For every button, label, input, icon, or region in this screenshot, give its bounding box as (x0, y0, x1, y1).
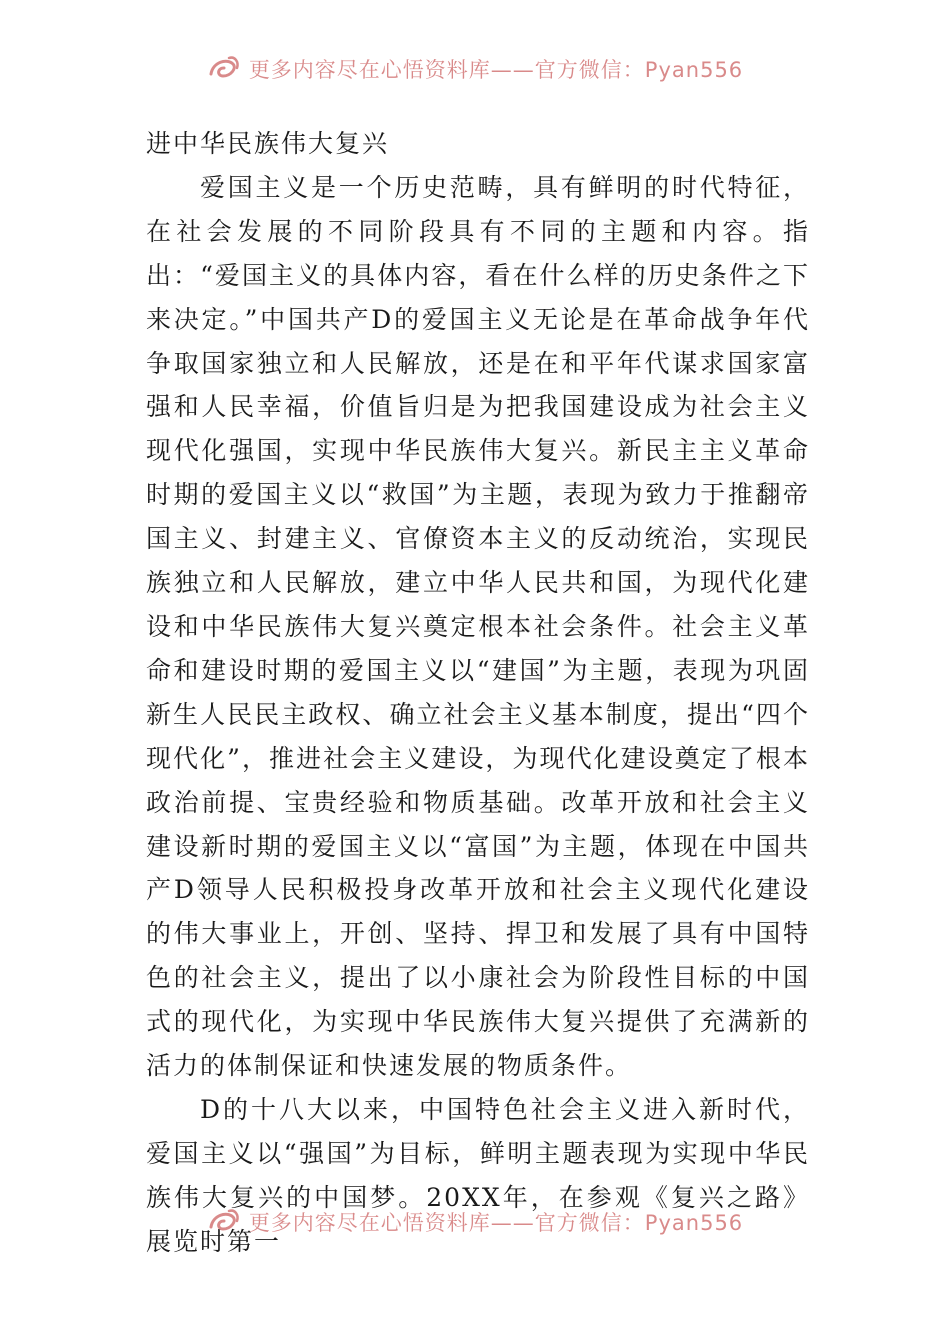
paragraph-continuation: 进中华民族伟大复兴 (146, 129, 390, 158)
paragraph-patriotism-history: 爱国主义是一个历史范畴，具有鲜明的时代特征，在社会发展的不同阶段具有不同的主题和内容。指出：“爱国主义的具体内容，看在什么样的历史条件之下来决定。”中国共产D的爱国主义无论是在革命战争年代争取国家独立和人民解放，还是在和平年代谋求国家富强和人民幸福，价值旨归是为把我国建设成为社会主义现代化强国，实现中华民族伟大复兴。新民主主义革命时期的爱国主义以“救国”为主题，表现为致力于推翻帝国主义、封建主义、官僚资本主义的反动统治，实现民族独立和人民解放，建立中华人民共和国，为现代化建设和中华民族伟大复兴奠定根本社会条件。社会主义革命和建设时期的爱国主义以“建国”为主题，表现为巩固新生人民民主政权、确立社会主义基本制度，提出“四个现代化”，推进社会主义建设，为现代化建设奠定了根本政治前提、宝贵经验和物质基础。改革开放和社会主义建设新时期的爱国主义以“富国”为主题，体现在中国共产D领导人民积极投身改革开放和社会主义现代化建设的伟大事业上，开创、坚持、捍卫和发展了具有中国特色的社会主义，提出了以小康社会为阶段性目标的中国式的现代化，为实现中华民族伟大复兴提供了充满新的活力的体制保证和快速发展的物质条件。 (146, 172, 810, 1081)
paragraph-new-era: D的十八大以来，中国特色社会主义进入新时代，爱国主义以“强国”为目标，鲜明主题表现为实现中华民族伟大复兴的中国梦。20XX年，在参观《复兴之路》展览时第一 (146, 1094, 810, 1256)
swirl-logo-icon (207, 54, 241, 84)
document-body (146, 122, 810, 1264)
watermark-text: 更多内容尽在心悟资料库——官方微信：Pyan556 (248, 1211, 744, 1235)
footer-watermark (0, 1205, 950, 1239)
watermark-text: 更多内容尽在心悟资料库——官方微信：Pyan556 (248, 58, 744, 82)
header-watermark (0, 52, 950, 86)
swirl-logo-icon (207, 1207, 241, 1237)
